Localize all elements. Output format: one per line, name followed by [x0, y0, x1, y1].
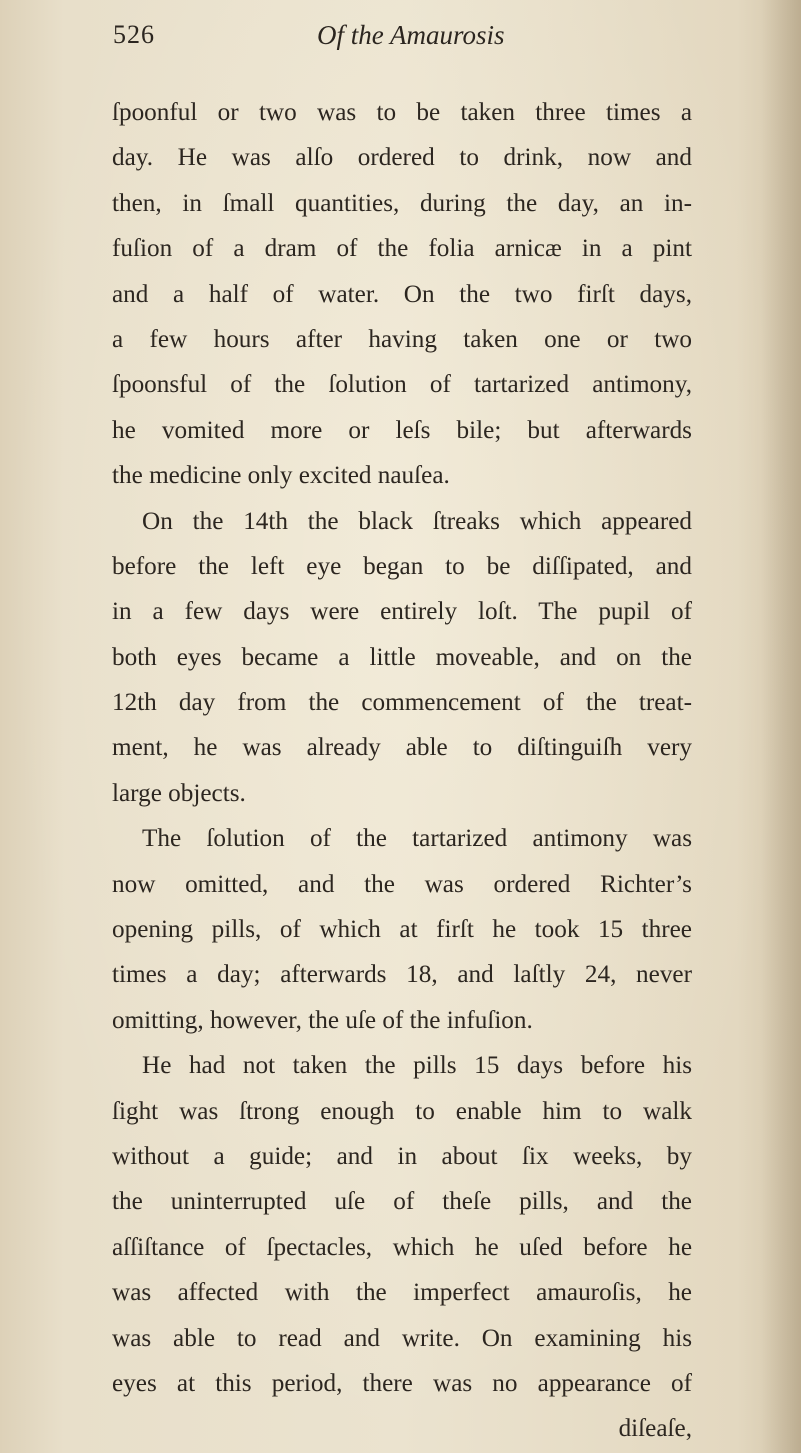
text-line: On the 14th the black ſtreaks which appeared: [142, 507, 692, 535]
running-head: Of the Amaurosis: [317, 20, 505, 50]
text-line: opening pills, of which at firſt he took 15 three: [112, 916, 692, 944]
text-line: He had not taken the pills 15 days before his: [142, 1052, 692, 1080]
page-header: [113, 14, 693, 60]
page-edge-shadow: [761, 0, 801, 1453]
text-line: in a few days were entirely loſt. The pupil of: [112, 598, 692, 626]
text-line: ſpoonful or two was to be taken three times a: [112, 99, 692, 126]
catchword: diſeaſe,: [618, 1415, 692, 1443]
text-line: times a day; afterwards 18, and laſtly 24, never: [112, 961, 692, 989]
text-line: the medicine only excited nauſea.: [112, 462, 450, 490]
text-line: day. He was alſo ordered to drink, now and: [112, 144, 692, 172]
text-line: The ſolution of the tartarized antimony was: [142, 825, 692, 853]
text-line: ſpoonsful of the ſolution of tartarized antimony,: [112, 371, 692, 399]
text-line: the uninterrupted uſe of theſe pills, and the: [112, 1188, 692, 1216]
text-line: a few hours after having taken one or two: [112, 325, 692, 353]
text-line: and a half of water. On the two firſt days,: [112, 280, 692, 308]
text-line: 12th day from the commencement of the treat-: [112, 689, 692, 717]
paragraph: [112, 816, 692, 1043]
text-line: now omitted, and the was ordered Richter’s: [112, 870, 692, 898]
paragraph: [112, 499, 692, 817]
text-line: then, in ſmall quantities, during the day, an in-: [112, 189, 692, 217]
text-line: eyes at this period, there was no appearance of: [112, 1369, 692, 1397]
text-line: before the left eye began to be diſſipated, and: [112, 552, 692, 580]
text-line: aſſiſtance of ſpectacles, which he uſed before he: [112, 1233, 692, 1261]
text-line: both eyes became a little moveable, and on the: [112, 643, 692, 671]
text-line: ſight was ſtrong enough to enable him to walk: [112, 1097, 692, 1125]
text-line: omitting, however, the uſe of the infuſion.: [112, 1006, 533, 1034]
page-number: 526: [113, 20, 155, 49]
text-line: large objects.: [112, 779, 246, 807]
paragraph: [112, 90, 692, 499]
text-line: fuſion of a dram of the folia arnicæ in a pint: [112, 235, 692, 263]
paragraph: [112, 1043, 692, 1406]
text-line: he vomited more or leſs bile; but afterwards: [112, 416, 692, 444]
text-line: was able to read and write. On examining his: [112, 1324, 692, 1352]
text-line: without a guide; and in about ſix weeks, by: [112, 1142, 692, 1170]
body-text: [112, 90, 692, 1452]
text-line: was affected with the imperfect amauroſis, he: [112, 1279, 692, 1307]
text-line: ment, he was already able to diſtinguiſh very: [112, 734, 692, 762]
